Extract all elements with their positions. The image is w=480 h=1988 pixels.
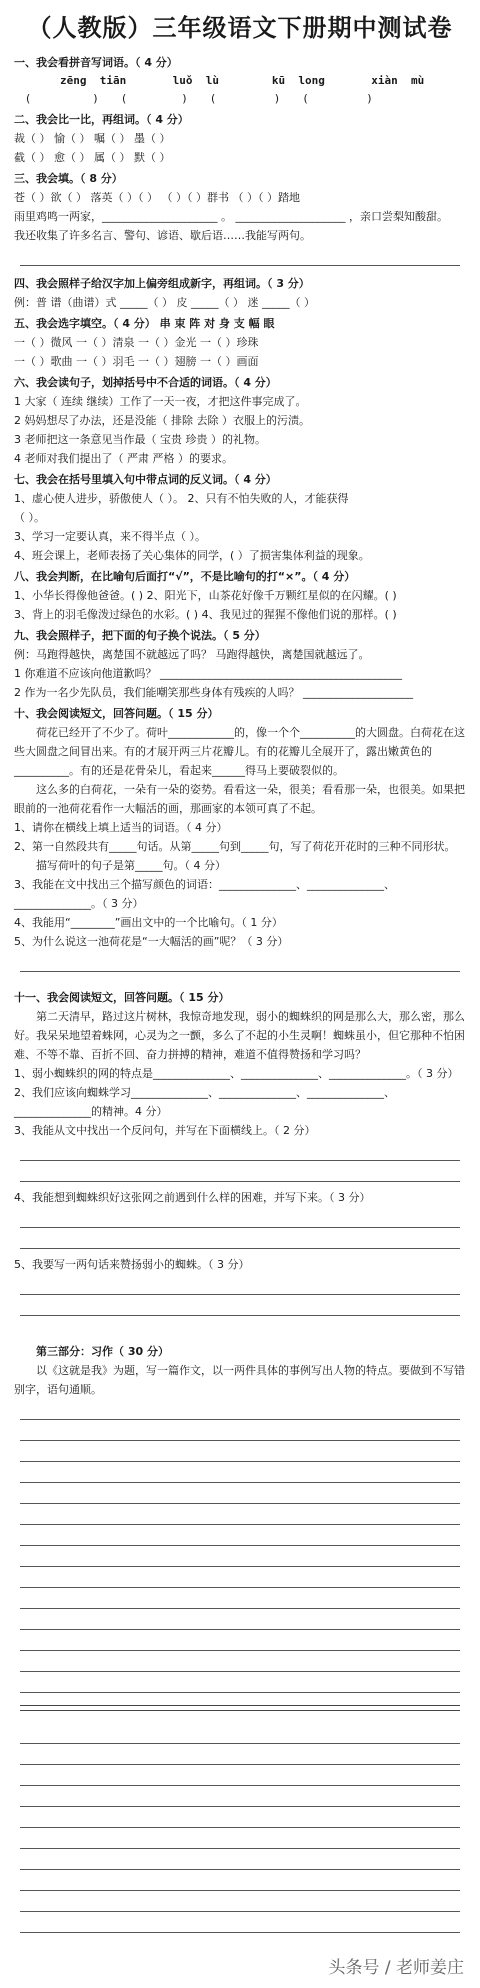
- idiom-fill-line: 苍（ ）欲（ ） 落英（ ）（ ） （ ）（ ）群书 （ ）（ ）踏地: [14, 191, 300, 204]
- section-4-heading: 四、我会照样子给汉字加上偏旁组成新字，再组词。（ 3 分）: [14, 277, 310, 290]
- rewrite-example: 例：马跑得越快，离楚国不就越远了吗？ 马跑得越快，离楚国就越远了。: [14, 648, 370, 661]
- word-choice-4: 4 老师对我们提出了（ 严肃 严格 ）的要求。: [14, 452, 233, 465]
- watermark: 头条号 / 老师姜庄: [328, 1958, 464, 1978]
- metaphor-row-2: 3、背上的羽毛像泼过绿色的水彩。( ) 4、我见过的猩猩不像他们说的那样。( ): [14, 608, 397, 621]
- lotus-passage-p2: 这么多的白荷花，一朵有一朵的姿势。看看这一朵，很美；看看那一朵，也很美。如果把眼前的一池荷花看作一大幅活的画，那画家的本领可真了不起。: [14, 783, 465, 815]
- antonym-item-3: 3、学习一定要认真，来不得半点（ ）。: [14, 530, 206, 543]
- writing-line: [20, 1546, 460, 1567]
- writing-line: [20, 1525, 460, 1546]
- lotus-passage-p1: 荷花已经开了不少了。荷叶____________的，像一个个__________的大圆盘。白荷花在这些大圆盘之间冒出来。有的才展开两三片花瓣儿。有的花瓣儿全展开了，露出嫩黄色的__________。有的还是花骨朵儿，看起来______得马上要破裂似的。: [14, 726, 465, 777]
- lotus-question-5: 5、为什么说这一池荷花是“一大幅活的画”呢？（ 3 分）: [14, 935, 289, 948]
- pinyin-row: zēng tiān luǒ lù kū long xiàn mù: [60, 74, 425, 87]
- word-choice-1: 1 大家（ 连续 继续）工作了一天一夜，才把这件事完成了。: [14, 395, 307, 408]
- composition-writing-area: [14, 1399, 466, 1933]
- section-7-heading: 七、我会在括号里填入句中带点词的反义词。（ 4 分）: [14, 473, 277, 486]
- writing-line: [20, 1630, 460, 1651]
- compare-row-1: 裁（ ） 愉（ ） 嘱（ ） 墨（ ）: [14, 132, 171, 145]
- section-10-heading: 十、我会阅读短文，回答问题。（ 15 分）: [14, 707, 219, 720]
- writing-line: [20, 1870, 460, 1891]
- writing-line: [20, 1609, 460, 1630]
- lotus-question-2-cont: 描写荷叶的句子是第_____句。（ 4 分）: [36, 859, 226, 872]
- radical-example-line: 例：普 谱（曲谱）式 _____（ ） 皮 _____（ ） 迷 _____（ ）: [14, 296, 315, 309]
- answer-line: [20, 1207, 460, 1228]
- section-8-heading: 八、我会判断，在比喻句后面打“√”，不是比喻句的打“×”。（ 4 分）: [14, 570, 356, 583]
- writing-line: [20, 1765, 460, 1786]
- compare-row-2: 截（ ） 愈（ ） 属（ ） 默（ ）: [14, 151, 171, 164]
- writing-line: [20, 1849, 460, 1870]
- section-5-heading: 五、我会选字填空。（ 4 分） 串 束 阵 对 身 支 幅 眼: [14, 317, 275, 330]
- writing-line: [20, 1504, 460, 1525]
- writing-line: [20, 1651, 460, 1672]
- rewrite-question-2: 2 作为一名少先队员，我们能嘲笑那些身体有残疾的人吗？ ____________________: [14, 686, 413, 699]
- answer-line: [20, 1295, 460, 1316]
- section-9-heading: 九、我会照样子，把下面的句子换个说法。（ 5 分）: [14, 629, 266, 642]
- double-divider: [20, 1705, 460, 1711]
- writing-line: [20, 1420, 460, 1441]
- composition-prompt: 以《这就是我》为题，写一篇作文，以一两件具体的事例写出人物的特点。要做到不写错别字，语句通顺。: [14, 1364, 465, 1396]
- writing-line: [20, 1441, 460, 1462]
- poem-fill-line: 雨里鸡鸣一两家，_____________________ 。 ____________________ ，亲口尝梨知酸甜。: [14, 210, 448, 223]
- antonym-item-1-2: 1、虚心使人进步，骄傲使人（ ）。 2、只有不怕失败的人，才能获得: [14, 492, 349, 505]
- lotus-question-2: 2、第一自然段共有_____句话。从第_____句到_____句，写了荷花开花时的三种不同形状。: [14, 840, 456, 853]
- antonym-item-2-cont: （ ）。: [14, 511, 45, 524]
- answer-brackets-row: ( ) ( ) ( ) ( ): [26, 92, 372, 105]
- answer-line: [20, 1140, 460, 1161]
- spider-question-3: 3、我能从文中找出一个反问句，并写在下面横线上。（ 2 分）: [14, 1124, 316, 1137]
- writing-line: [20, 1567, 460, 1588]
- lotus-question-3: 3、我能在文中找出三个描写颜色的词语：______________、______________、______________。（ 3 分）: [14, 878, 395, 910]
- antonym-item-4: 4、班会课上，老师表扬了关心集体的同学，( ）了损害集体利益的现象。: [14, 549, 370, 562]
- word-choice-3: 3 老师把这一条意见当作最（ 宝贵 珍贵 ）的礼物。: [14, 433, 266, 446]
- rewrite-question-1: 1 你难道不应该向他道歉吗？ ____________________________________________: [14, 667, 402, 680]
- measure-word-row-2: 一（ ）歌曲 一（ ）羽毛 一（ ）翅膀 一（ ）画面: [14, 355, 259, 368]
- page-title: （人教版）三年级语文下册期中测试卷: [27, 13, 453, 42]
- answer-line: [20, 1274, 460, 1295]
- section-2-heading: 二、我会比一比，再组词。（ 4 分）: [14, 113, 189, 126]
- composition-heading: 第三部分：习作（ 30 分）: [36, 1345, 169, 1358]
- section-1-heading: 一、我会看拼音写词语。（ 4 分）: [14, 56, 178, 69]
- answer-line: [20, 951, 460, 972]
- lotus-question-1: 1、请你在横线上填上适当的词语。（ 4 分）: [14, 821, 228, 834]
- writing-line: [20, 1891, 460, 1912]
- writing-line: [20, 1399, 460, 1420]
- measure-word-row-1: 一（ ）微风 一（ ）清泉 一（ ）金光 一（ ）珍珠: [14, 336, 259, 349]
- writing-line: [20, 1828, 460, 1849]
- quotes-prompt: 我还收集了许多名言、警句、谚语、歇后语……我能写两句。: [14, 229, 311, 242]
- spider-passage: 第二天清早，路过这片树林，我惊奇地发现，弱小的蜘蛛织的网是那么大，那么密，那么好。我呆呆地望着蛛网，心灵为之一颤，多么了不起的小生灵啊！蜘蛛虽小，但它那种不怕困难、不等不靠、百折不回、奋力拼搏的精神，难道不值得赞扬和学习吗？: [14, 1010, 465, 1061]
- writing-line: [20, 1786, 460, 1807]
- section-6-heading: 六、我会读句子，划掉括号中不合适的词语。（ 4 分）: [14, 376, 277, 389]
- writing-line: [20, 1672, 460, 1693]
- spider-question-4: 4、我能想到蜘蛛织好这张网之前遇到什么样的困难，并写下来。（ 3 分）: [14, 1191, 371, 1204]
- writing-line: [20, 1483, 460, 1504]
- spider-question-1: 1、弱小蜘蛛织的网的特点是______________、______________、______________。（ 3 分）: [14, 1067, 459, 1080]
- metaphor-row-1: 1、小华长得像他爸爸。( ) 2、阳光下，山茶花好像千万颗红星似的在闪耀。( ): [14, 589, 397, 602]
- writing-line: [20, 1744, 460, 1765]
- answer-line: [20, 1228, 460, 1249]
- writing-line: [20, 1723, 460, 1744]
- spider-question-2: 2、我们应该向蜘蛛学习______________、______________、______________、______________的精神。4 分）: [14, 1086, 395, 1118]
- writing-line: [20, 1462, 460, 1483]
- section-3-heading: 三、我会填。（ 8 分）: [14, 172, 123, 185]
- writing-line: [20, 1588, 460, 1609]
- answer-line: [20, 245, 460, 266]
- lotus-question-4: 4、我能用“________”画出文中的一个比喻句。（ 1 分）: [14, 916, 283, 929]
- writing-line: [20, 1912, 460, 1933]
- spider-question-5: 5、我要写一两句话来赞扬弱小的蜘蛛。（ 3 分）: [14, 1258, 250, 1271]
- section-11-heading: 十一、我会阅读短文，回答问题。（ 15 分）: [14, 991, 230, 1004]
- writing-line: [20, 1807, 460, 1828]
- word-choice-2: 2 妈妈想尽了办法，还是没能（ 排除 去除 ）衣服上的污渍。: [14, 414, 310, 427]
- answer-line: [20, 1161, 460, 1182]
